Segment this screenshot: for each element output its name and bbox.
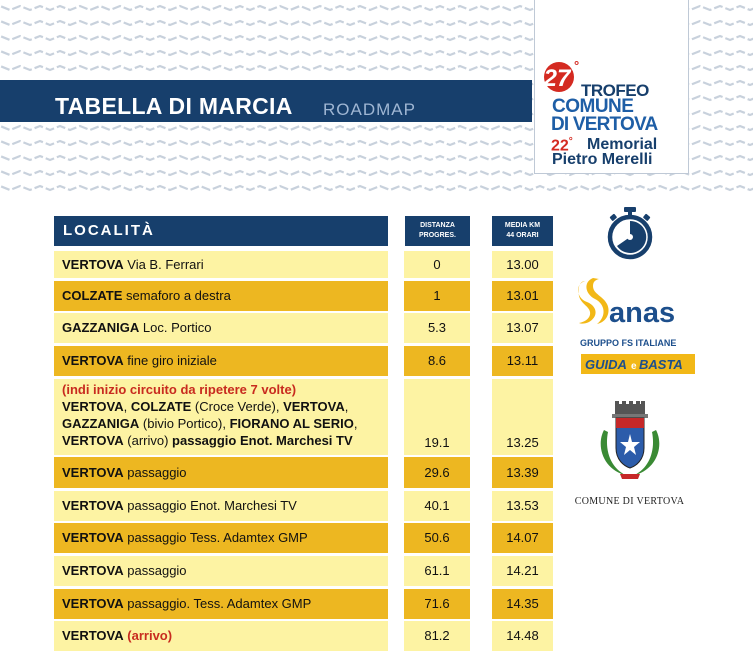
table-row-location: VERTOVA fine giro iniziale bbox=[54, 346, 388, 376]
anas-logo bbox=[577, 276, 697, 376]
edition-number: 27 bbox=[543, 65, 571, 92]
stopwatch-icon bbox=[605, 206, 655, 260]
column-header-distance: DISTANZA PROGRES. bbox=[405, 216, 470, 246]
table-row-distance: 81.2 bbox=[404, 621, 470, 651]
table-row-time: 13.53 bbox=[492, 491, 553, 521]
anas-group: GRUPPO FS ITALIANE bbox=[580, 338, 677, 348]
event-logo bbox=[534, 0, 689, 174]
anas-wordmark: anas bbox=[609, 297, 676, 329]
table-row-time: 14.35 bbox=[492, 589, 553, 619]
table-row-distance: 19.1 bbox=[404, 379, 470, 455]
circuit-note: (indi inizio circuito da ripetere 7 volte) bbox=[62, 382, 297, 397]
table-row-time: 14.48 bbox=[492, 621, 553, 651]
table-row-distance: 40.1 bbox=[404, 491, 470, 521]
memorial-name: Pietro Merelli bbox=[552, 151, 653, 168]
table-row-location: VERTOVA passaggio. Tess. Adamtex GMP bbox=[54, 589, 388, 619]
anas-slogan-1: GUIDA bbox=[585, 357, 627, 372]
table-row-distance: 5.3 bbox=[404, 313, 470, 343]
table-row-distance: 29.6 bbox=[404, 457, 470, 488]
table-row-time: 13.01 bbox=[492, 281, 553, 311]
table-row-location: COLZATE semaforo a destra bbox=[54, 281, 388, 311]
table-row-distance: 0 bbox=[404, 251, 470, 278]
table-row-time: 13.11 bbox=[492, 346, 553, 376]
column-header-speed: MEDIA KM 44 ORARI bbox=[492, 216, 553, 246]
table-row-location: VERTOVA passaggio bbox=[54, 556, 388, 586]
table-row-location: VERTOVA Via B. Ferrari bbox=[54, 251, 388, 278]
table-row-location: VERTOVA passaggio Tess. Adamtex GMP bbox=[54, 523, 388, 553]
page-subtitle: ROADMAP bbox=[323, 100, 416, 119]
logo-line-2: COMUNE bbox=[552, 96, 634, 117]
comune-label: COMUNE DI VERTOVA bbox=[574, 496, 685, 507]
table-row-time: 14.07 bbox=[492, 523, 553, 553]
table-row-time: 13.07 bbox=[492, 313, 553, 343]
memorial-number: 22° bbox=[551, 136, 573, 155]
anas-slogan-2: e bbox=[631, 361, 637, 372]
coat-of-arms-icon bbox=[598, 400, 662, 482]
svg-text:°: ° bbox=[574, 58, 580, 73]
table-row-location-circuit: (indi inizio circuito da ripetere 7 volte) VERTOVA, COLZATE (Croce Verde), VERTOVA, GAZZANIGA (bivio Portico), FIORANO AL SERIO, VERTOVA (arrivo) passaggio Enot. Marchesi TV bbox=[54, 379, 388, 455]
table-row-time: 13.00 bbox=[492, 251, 553, 278]
memorial-word: Memorial bbox=[587, 136, 658, 153]
table-row-location: VERTOVA passaggio bbox=[54, 457, 388, 488]
column-header-location: LOCALITÀ bbox=[54, 216, 388, 246]
anas-slogan-3: BASTA bbox=[639, 357, 683, 372]
table-row-distance: 1 bbox=[404, 281, 470, 311]
table-row-distance: 8.6 bbox=[404, 346, 470, 376]
table-row-time: 14.21 bbox=[492, 556, 553, 586]
table-row-time: 13.39 bbox=[492, 457, 553, 488]
table-row-location: VERTOVA passaggio Enot. Marchesi TV bbox=[54, 491, 388, 521]
page-title: TABELLA DI MARCIA bbox=[55, 93, 293, 119]
table-row-location: GAZZANIGA Loc. Portico bbox=[54, 313, 388, 343]
logo-line-3: DI VERTOVA bbox=[551, 114, 658, 135]
edition-badge bbox=[541, 57, 585, 93]
table-row-distance: 61.1 bbox=[404, 556, 470, 586]
logo-line-1: TROFEO bbox=[581, 81, 649, 100]
table-row-distance: 71.6 bbox=[404, 589, 470, 619]
table-row-time: 13.25 bbox=[492, 379, 553, 455]
table-row-location: VERTOVA (arrivo) bbox=[54, 621, 388, 651]
table-row-distance: 50.6 bbox=[404, 523, 470, 553]
